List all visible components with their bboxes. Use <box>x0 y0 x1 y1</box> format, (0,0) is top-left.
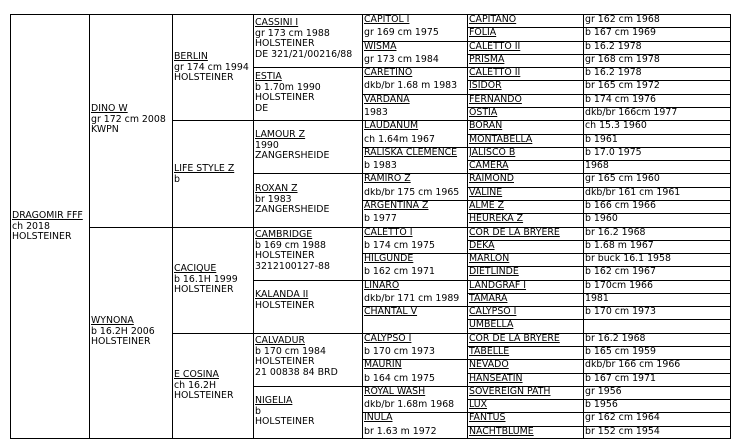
gen3-registration: 3212100127-88 <box>255 260 330 272</box>
gen5-name[interactable]: NACHTBLUME <box>469 427 534 437</box>
gen4-name[interactable]: ROYAL WASH <box>364 387 426 397</box>
gen3-name[interactable]: LAMOUR Z <box>255 130 306 140</box>
gen5-info: gr 162 cm 1964 <box>585 413 660 423</box>
gen2-info: gr 174 cm 1994 <box>174 61 249 73</box>
gen3-cell <box>255 130 361 162</box>
gen4-info: gr 169 cm 1975 <box>364 28 439 38</box>
gen2-cell <box>174 52 252 84</box>
gen5-name[interactable]: MARLON <box>469 254 510 264</box>
gen5-info: gr 162 cm 1968 <box>585 15 660 25</box>
gen3-cell <box>255 230 361 272</box>
gen4-info: 1983 <box>364 108 388 118</box>
subject-breed: HOLSTEINER <box>12 231 72 243</box>
gen3-info: b <box>255 405 261 417</box>
gen5-info: 1968 <box>585 161 609 171</box>
gen5-info: gr 1956 <box>585 387 622 397</box>
gen3-cell <box>255 396 361 428</box>
gen3-name[interactable]: CALVADUR <box>255 336 305 346</box>
gen3-breed: ZANGERSHEIDE <box>255 150 330 162</box>
gen5-info: ch 15.3 1960 <box>585 121 647 131</box>
gen5-info: br 165 cm 1972 <box>585 81 660 91</box>
gen3-name[interactable]: ESTIA <box>255 72 282 82</box>
gen3-registration: DE <box>255 102 269 114</box>
gen4-info: b 1977 <box>364 214 397 224</box>
gen2-info: ch 16.2H <box>174 379 216 391</box>
gen3-registration: DE 321/21/00216/88 <box>255 48 353 60</box>
gen4-info: br 1.63 m 1972 <box>364 427 437 437</box>
subject-cell <box>12 211 88 243</box>
gen3-name[interactable]: ROXAN Z <box>255 184 298 194</box>
row-divider <box>253 386 362 387</box>
row-divider <box>253 280 362 281</box>
row-divider <box>89 227 172 228</box>
gen5-info: 1981 <box>585 294 609 304</box>
gen5-name[interactable]: UMBELLA <box>469 320 514 330</box>
gen5-name[interactable]: TAMARA <box>469 294 508 304</box>
gen4-info: b 164 cm 1975 <box>364 374 435 384</box>
gen3-cell <box>255 18 361 60</box>
gen3-cell <box>255 336 361 378</box>
gen5-name[interactable]: HANSEATIN <box>469 374 523 384</box>
gen5-info: br 16.2 1968 <box>585 228 646 238</box>
gen5-info: br buck 16.1 1958 <box>585 254 671 264</box>
gen5-info: b 166 cm 1966 <box>585 201 656 211</box>
gen3-registration: 21 00838 84 BRD <box>255 366 338 378</box>
gen2-name[interactable]: BERLIN <box>174 52 208 62</box>
row-divider <box>253 120 362 121</box>
gen3-breed: HOLSTEINER <box>255 416 315 428</box>
gen3-info: br 1983 <box>255 193 292 205</box>
gen2-breed: HOLSTEINER <box>174 72 234 84</box>
row-divider <box>253 173 362 174</box>
gen4-name[interactable]: CARETINO <box>364 68 413 78</box>
gen5-name[interactable]: CALETTO II <box>469 68 521 78</box>
row-divider <box>253 333 362 334</box>
gen4-name[interactable]: CHANTAL V <box>364 307 418 317</box>
gen1-name[interactable]: WYNONA <box>91 316 134 326</box>
gen2-breed: HOLSTEINER <box>174 284 234 296</box>
gen2-cell <box>174 164 252 185</box>
gen4-name[interactable]: LINARO <box>364 281 400 291</box>
gen4-name[interactable]: HILGUNDE <box>364 254 414 264</box>
gen3-info: b 169 cm 1988 <box>255 239 326 251</box>
gen5-name[interactable]: MONTABELLA <box>469 135 533 145</box>
gen5-info: b 16.2 1978 <box>585 42 642 52</box>
gen5-info: b 170cm 1966 <box>585 281 653 291</box>
gen3-info: 1990 <box>255 139 279 151</box>
gen5-info: b 1956 <box>585 400 618 410</box>
row-divider <box>172 227 253 228</box>
gen3-cell <box>255 72 361 114</box>
gen3-name[interactable]: NIGELIA <box>255 396 293 406</box>
gen1-breed: KWPN <box>91 124 119 136</box>
gen5-info: b 167 cm 1971 <box>585 374 656 384</box>
gen5-info: b 16.2 1978 <box>585 68 642 78</box>
gen4-name[interactable]: RALISKA CLEMENCE <box>364 148 458 158</box>
gen5-name[interactable]: LUX <box>469 400 488 410</box>
gen2-breed: HOLSTEINER <box>174 390 234 402</box>
gen4-info: b 1983 <box>364 161 397 171</box>
gen5-name[interactable]: LANDGRAF I <box>469 281 527 291</box>
gen5-name[interactable]: COR DE LA BRYERE <box>469 334 560 344</box>
gen3-info: b 170 cm 1984 <box>255 345 326 357</box>
gen4-info: dkb/br 175 cm 1965 <box>364 188 460 198</box>
gen5-name[interactable]: COR DE LA BRYERE <box>469 228 560 238</box>
gen3-breed: HOLSTEINER <box>255 92 315 104</box>
gen4-name[interactable]: WISMA <box>364 42 397 52</box>
gen5-info: dkb/br 161 cm 1961 <box>585 188 681 198</box>
gen2-name[interactable]: CACIQUE <box>174 264 217 274</box>
gen1-breed: HOLSTEINER <box>91 336 151 348</box>
gen5-name[interactable]: FOLIA <box>469 28 497 38</box>
gen5-name[interactable]: CAMERA <box>469 161 509 171</box>
gen3-cell <box>255 290 361 311</box>
gen4-info: dkb/br 171 cm 1989 <box>364 294 460 304</box>
gen5-info: b 167 cm 1969 <box>585 28 656 38</box>
gen4-name[interactable]: RAMIRO Z <box>364 174 411 184</box>
gen5-name[interactable]: FANTUS <box>469 413 506 423</box>
gen5-name[interactable]: RAIMOND <box>469 174 515 184</box>
gen2-info: b 16.1H 1999 <box>174 273 238 285</box>
gen4-info: b 162 cm 1971 <box>364 267 435 277</box>
gen5-name[interactable]: HEUREKA Z <box>469 214 524 224</box>
gen3-breed: HOLSTEINER <box>255 38 315 50</box>
gen5-name[interactable]: JALISCO B <box>469 148 516 158</box>
gen5-name[interactable]: DEKA <box>469 241 495 251</box>
gen3-name[interactable]: KALANDA II <box>255 290 309 300</box>
gen4-name[interactable]: MAURIN <box>364 360 402 370</box>
gen4-name[interactable]: INULA <box>364 413 393 423</box>
gen5-info: b 174 cm 1976 <box>585 95 656 105</box>
gen5-name[interactable]: NEVADO <box>469 360 509 370</box>
gen5-name[interactable]: FERNANDO <box>469 95 522 105</box>
gen5-info: b 1961 <box>585 135 618 145</box>
gen4-name[interactable]: VARDANA <box>364 95 410 105</box>
gen5-info: b 1960 <box>585 214 618 224</box>
gen3-breed: HOLSTEINER <box>255 356 315 368</box>
gen4-name[interactable]: LAUDANUM <box>364 121 419 131</box>
gen5-name[interactable]: OSTIA <box>469 108 498 118</box>
gen5-name[interactable]: CAPITANO <box>469 15 517 25</box>
gen1-info: b 16.2H 2006 <box>91 325 155 337</box>
gen4-name[interactable]: CALETTO I <box>364 228 413 238</box>
gen4-info: b 170 cm 1973 <box>364 347 435 357</box>
gen3-name[interactable]: CASSINI I <box>255 18 299 28</box>
gen2-name[interactable]: E COSINA <box>174 370 219 380</box>
gen1-name[interactable]: DINO W <box>91 104 128 114</box>
gen3-info: gr 173 cm 1988 <box>255 27 330 39</box>
gen3-name[interactable]: CAMBRIDGE <box>255 230 313 240</box>
row-divider <box>172 120 253 121</box>
gen5-name[interactable]: DIETLINDE <box>469 267 519 277</box>
subject-info: ch 2018 <box>12 220 50 232</box>
subject-name[interactable]: DRAGOMIR FFF <box>12 211 83 221</box>
gen5-name[interactable]: ISIDOR <box>469 81 502 91</box>
gen5-name[interactable]: PRISMA <box>469 55 505 65</box>
gen1-cell <box>91 316 171 348</box>
gen5-info: dkb/br 166 cm 1966 <box>585 360 681 370</box>
gen5-name[interactable]: CALYPSO I <box>469 307 517 317</box>
gen2-cell <box>174 264 252 296</box>
gen4-name[interactable]: ARGENTINA Z <box>364 201 429 211</box>
gen4-name[interactable]: CALYPSO I <box>364 334 412 344</box>
gen2-info: b <box>174 173 180 185</box>
gen3-breed: HOLSTEINER <box>255 250 315 262</box>
gen1-info: gr 172 cm 2008 <box>91 113 166 125</box>
gen5-info: b 1.68 m 1967 <box>585 241 654 251</box>
gen5-name[interactable]: SOVEREIGN PATH <box>469 387 551 397</box>
gen4-info: ch 1.64m 1967 <box>364 135 435 145</box>
row-divider <box>253 67 362 68</box>
gen5-name[interactable]: VALINE <box>469 188 503 198</box>
row-divider <box>172 333 253 334</box>
gen5-info: dkb/br 166cm 1977 <box>585 108 678 118</box>
gen5-info: br 16.2 1968 <box>585 334 646 344</box>
gen5-name[interactable]: ALME Z <box>469 201 505 211</box>
gen4-info: dkb/br 1.68m 1968 <box>364 400 455 410</box>
gen5-name[interactable]: CALETTO II <box>469 42 521 52</box>
gen3-breed: ZANGERSHEIDE <box>255 204 330 216</box>
gen5-info: gr 165 cm 1960 <box>585 174 660 184</box>
gen3-cell <box>255 184 361 216</box>
row-divider <box>253 227 362 228</box>
gen1-cell <box>91 104 171 136</box>
gen5-name[interactable]: TABELLE <box>469 347 510 357</box>
gen3-breed: HOLSTEINER <box>255 299 315 311</box>
gen5-info: gr 168 cm 1978 <box>585 55 660 65</box>
gen4-name[interactable]: CAPITOL I <box>364 15 410 25</box>
gen2-name[interactable]: LIFE STYLE Z <box>174 164 235 174</box>
gen2-cell <box>174 370 252 402</box>
gen5-info: b 162 cm 1967 <box>585 267 656 277</box>
gen4-info: dkb/br 1.68 m 1983 <box>364 81 458 91</box>
gen5-info: b 165 cm 1959 <box>585 347 656 357</box>
gen3-info: b 1.70m 1990 <box>255 81 321 93</box>
gen4-info: gr 173 cm 1984 <box>364 55 439 65</box>
gen5-info: b 170 cm 1973 <box>585 307 656 317</box>
gen5-name[interactable]: BORAN <box>469 121 503 131</box>
gen5-info: b 17.0 1975 <box>585 148 642 158</box>
gen4-info: b 174 cm 1975 <box>364 241 435 251</box>
gen5-info: br 152 cm 1954 <box>585 427 660 437</box>
